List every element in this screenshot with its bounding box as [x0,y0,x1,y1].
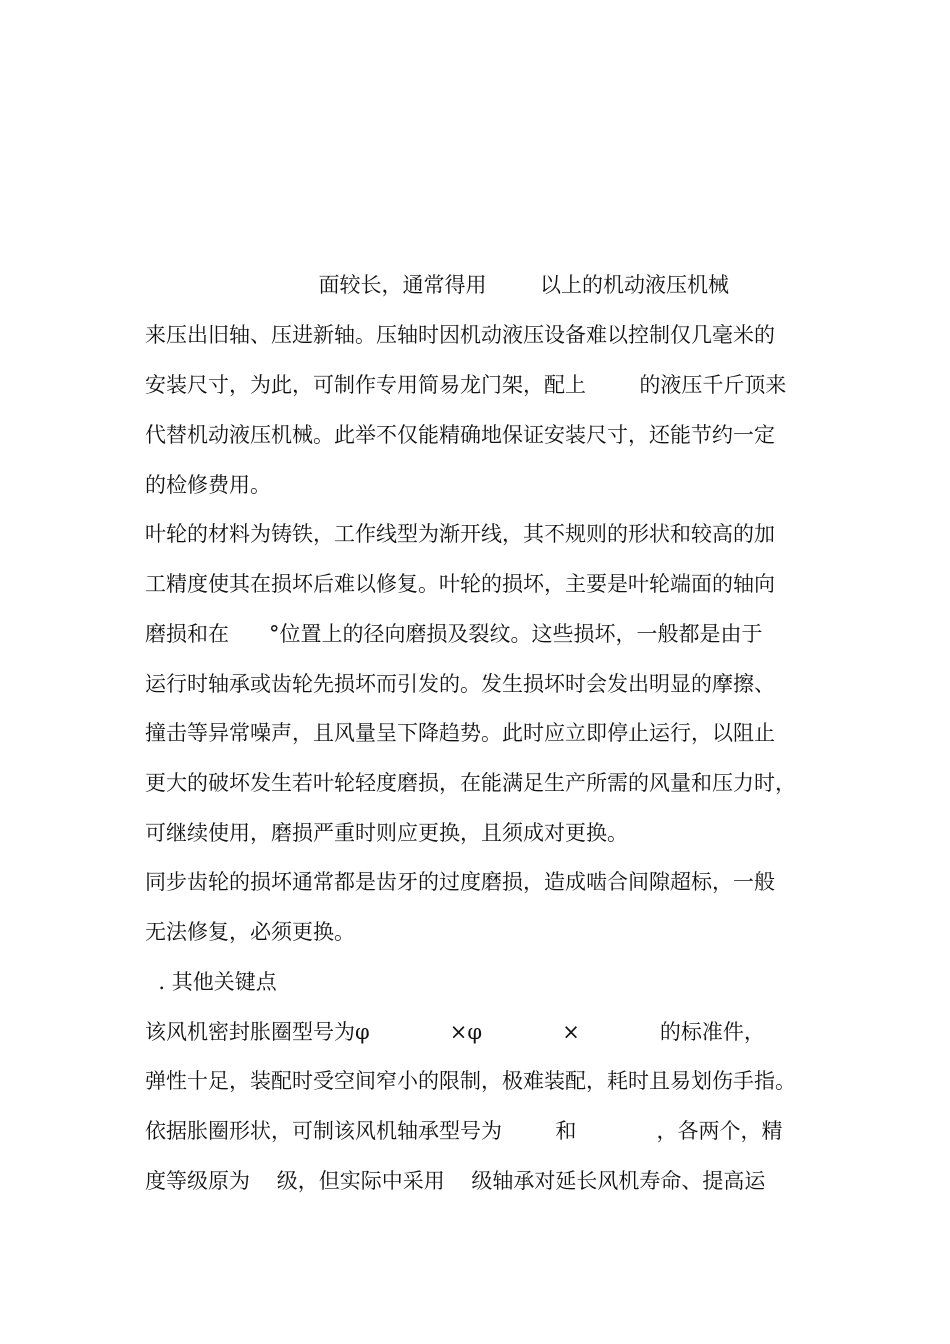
text-line: 代替机动液压机械。此举不仅能精确地保证安装尺寸，还能节约一定 [145,423,775,447]
text-line: 依据胀圈形状，可制该风机轴承型号为 和 ，各两个，精 [145,1119,783,1143]
text-line: 同步齿轮的损坏通常都是齿牙的过度磨损，造成啮合间隙超标，一般 [145,870,775,894]
text-line: 无法修复，必须更换。 [145,920,355,944]
section-heading: . 其他关键点 [145,970,277,994]
text-line: 安装尺寸，为此，可制作专用简易龙门架，配上 的液压千斤顶来 [145,373,787,397]
text-line: 面较长，通常得用 以上的机动液压机械 [145,273,729,297]
text-line: 磨损和在 °位置上的径向磨损及裂纹。这些损坏，一般都是由于 [145,622,763,646]
text-line: 叶轮的材料为铸铁，工作线型为渐开线，其不规则的形状和较高的加 [145,522,775,546]
text-line: 运行时轴承或齿轮先损坏而引发的。发生损坏时会发出明显的摩擦、 [145,672,775,696]
text-line: 撞击等异常噪声，且风量呈下降趋势。此时应立即停止运行，以阻止 [145,721,775,745]
text-line: 工精度使其在损坏后难以修复。叶轮的损坏，主要是叶轮端面的轴向 [145,572,775,596]
text-line: 更大的破坏发生若叶轮轻度磨损，在能满足生产所需的风量和压力时， [145,771,796,795]
text-line: 度等级原为 级，但实际中采用 级轴承对延长风机寿命、提高运 [145,1169,766,1193]
text-line: 该风机密封胀圈型号为φ ×φ × 的标准件， [145,1020,765,1044]
text-line: 可继续使用，磨损严重时则应更换，且须成对更换。 [145,821,628,845]
text-line: 弹性十足，装配时受空间窄小的限制，极难装配，耗时且易划伤手指。 [145,1069,796,1093]
text-line: 来压出旧轴、压进新轴。压轴时因机动液压设备难以控制仅几毫米的 [145,323,775,347]
text-line: 的检修费用。 [145,473,271,497]
